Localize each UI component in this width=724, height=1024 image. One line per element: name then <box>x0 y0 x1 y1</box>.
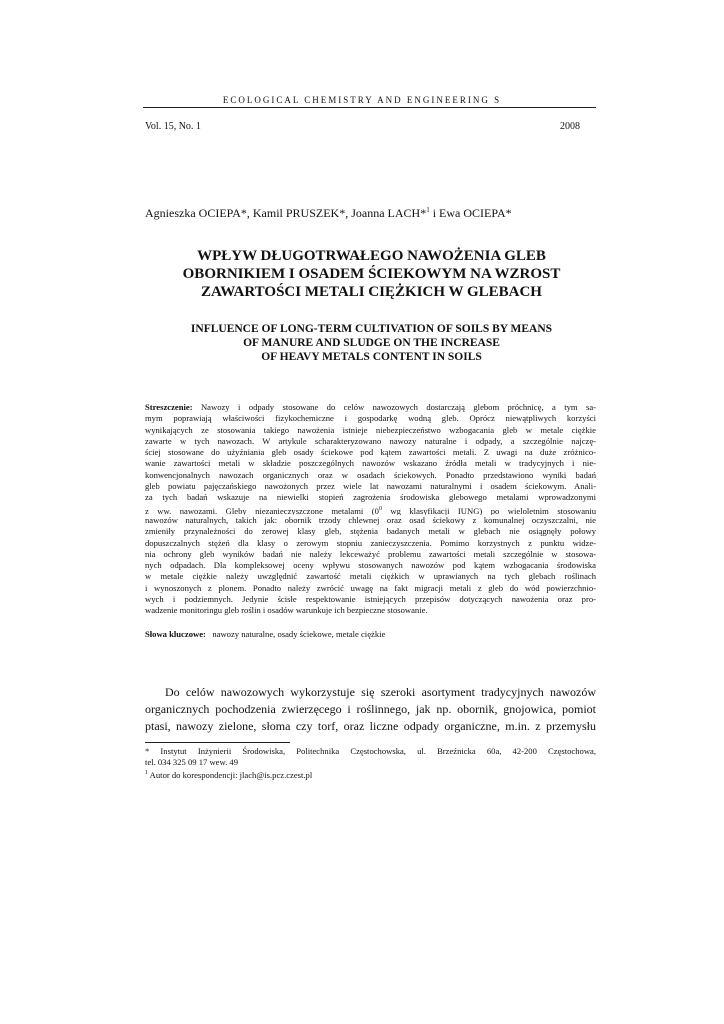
footnote-text: Autor do korespondencji: jlach@is.pcz.czest.pl <box>148 769 313 780</box>
abstract-label: Streszczenie: <box>145 402 193 412</box>
abstract-line <box>145 402 596 413</box>
abstract-line: wynikających ze stosowania takiego nawożenia istnieje niebezpieczeństwo wzbogacania gleb w metale ciężkie <box>145 424 596 435</box>
title-pl-line: ZAWARTOŚCI METALI CIĘŻKICH W GLEBACH <box>201 284 542 300</box>
header-rule <box>143 107 596 108</box>
abstract-line: konwencjonalnych nawozach organicznych oraz w osadach ściekowych. Ponadto przedstawiono wyniki badań <box>145 469 596 480</box>
keywords-text: nawozy naturalne, osady ściekowe, metale ciężkie <box>212 629 386 639</box>
body-line: ptasi, nawozy zielone, słoma czy torf, oraz liczne odpady organiczne, m.in. z przemysłu <box>145 719 596 733</box>
keywords-label: Słowa kluczowe: <box>145 629 206 639</box>
abstract-line: w metale ciężkie należy uwzględnić zawartość metali ciężkich w uprawianych na tych glebach roślinach <box>145 571 596 582</box>
footnotes <box>145 746 596 781</box>
abstract-line: zmieniły przynależności do zerowej klasy gleb, stężenia badanych metali w glebach nie osiągnęły połowy <box>145 526 596 537</box>
title-en-line: INFLUENCE OF LONG-TERM CULTIVATION OF SOILS BY MEANS <box>190 323 553 335</box>
year: 2008 <box>560 121 580 132</box>
title-english <box>145 322 598 364</box>
authors-part2: i Ewa OCIEPA* <box>429 206 512 220</box>
abstract-line: za tych badań wskazuje na niewielki stopień zagrożenia środowiska glebowego metalami wprowadzonymi <box>145 492 596 503</box>
body-line: organicznych pochodzenia zwierzęcego i roślinnego, jak np. obornik, gnojowica, pomiot <box>145 702 596 716</box>
abstract-text: wg klasyfikacji IUNG) po wieloletnim stosowaniu <box>381 505 596 515</box>
abstract-line: dopuszczalnych stężeń dla klasy o zerowym stopniu zanieczyszczenia. Pomimo korzystnych z punktu widze- <box>145 537 596 548</box>
title-pl-line: OBORNIKIEM I OSADEM ŚCIEKOWYM NA WZROST <box>182 266 561 282</box>
title-pl-line: WPŁYW DŁUGOTRWAŁEGO NAWOŻENIA GLEB <box>197 248 546 264</box>
abstract-line: ściej stosowane do użyźniania gleb osady ściekowe pod kątem zawartości metali. Z uwagi na duże zróżnico- <box>145 447 596 458</box>
footnote-affiliation-phone: tel. 034 325 09 17 wew. 49 <box>145 757 239 767</box>
abstract-line: nych odpadach. Dla kompleksowej oceny wpływu stosowanych nawozów pod kątem wzbogacania środowiska <box>145 560 596 571</box>
abstract <box>145 402 596 617</box>
abstract-line: gleb powiatu pajęczańskiego nawożonych przez wiele lat nawozami naturalnymi i osadem ściekowym. Anali- <box>145 481 596 492</box>
footnote-rule <box>145 742 290 743</box>
journal-title: ECOLOGICAL CHEMISTRY AND ENGINEERING S <box>222 95 502 105</box>
abstract-line: wanie zawartości metali w składzie poszczególnych nawozów wskazano źródła metali w tradycyjnych i nie- <box>145 458 596 469</box>
body-line: Do celów nawozowych wykorzystuje się szeroki asortyment tradycyjnych nawozów <box>165 685 596 699</box>
abstract-text: Nawozy i odpady stosowane do celów nawozowych dostarczają glebom próchnicę, a tym sa- <box>192 402 596 412</box>
footnote-affiliation: * Instytut Inżynierii Środowiska, Politechnika Częstochowska, ul. Brzeźnicka 60a, 42-200 Częstochowa, <box>145 746 596 756</box>
keywords <box>145 629 385 639</box>
abstract-line: nia ochrony gleb wyników badań nie należy lekceważyć problemu zawartości metali szczególnie w stosowa- <box>145 548 596 559</box>
abstract-line: i wynoszonych z plonem. Ponadto należy zwrócić uwagę na fakt migracji metali z gleb do wód powierzchnio- <box>145 582 596 593</box>
title-polish <box>145 247 598 301</box>
volume-info: Vol. 15, No. 1 <box>145 121 201 132</box>
footnote-correspondence <box>145 768 596 781</box>
abstract-line: wadzenie monitoringu gleb roślin i osadów warunkuje ich bezpieczne stosowanie. <box>145 605 428 616</box>
abstract-line: mym poprawiają właściwości fizykochemiczne i gospodarkę wodną gleb. Oprócz niewątpliwych korzyści <box>145 413 596 424</box>
footnote-mark: 1 <box>145 770 148 776</box>
authors-part1: Agnieszka OCIEPA*, Kamil PRUSZEK*, Joanna LACH* <box>145 206 427 220</box>
title-en-line: OF HEAVY METALS CONTENT IN SOILS <box>261 351 482 363</box>
author-footnote-mark: 1 <box>426 206 430 214</box>
title-en-line: OF MANURE AND SLUDGE ON THE INCREASE <box>243 337 500 349</box>
body-paragraph <box>145 684 596 735</box>
abstract-line: wych i podziemnych. Jedynie ścisłe respektowanie istniejących przepisów dotyczących nawożenia oraz pro- <box>145 594 596 605</box>
authors <box>145 206 512 221</box>
superscript: 0 <box>378 505 382 512</box>
abstract-text: z ww. nawozami. Gleby niezanieczyszczone metalami (0 <box>145 505 379 515</box>
abstract-line: zawarte w tych nawozach. W artykule scharakteryzowano nawozy naturalne i odpady, a szczególnie najczę- <box>145 435 596 446</box>
abstract-line: nawozów naturalnych, takich jak: obornik trzody chlewnej oraz osad ściekowy z komunalnej oczyszczalni, nie <box>145 514 596 525</box>
abstract-line <box>145 504 596 515</box>
